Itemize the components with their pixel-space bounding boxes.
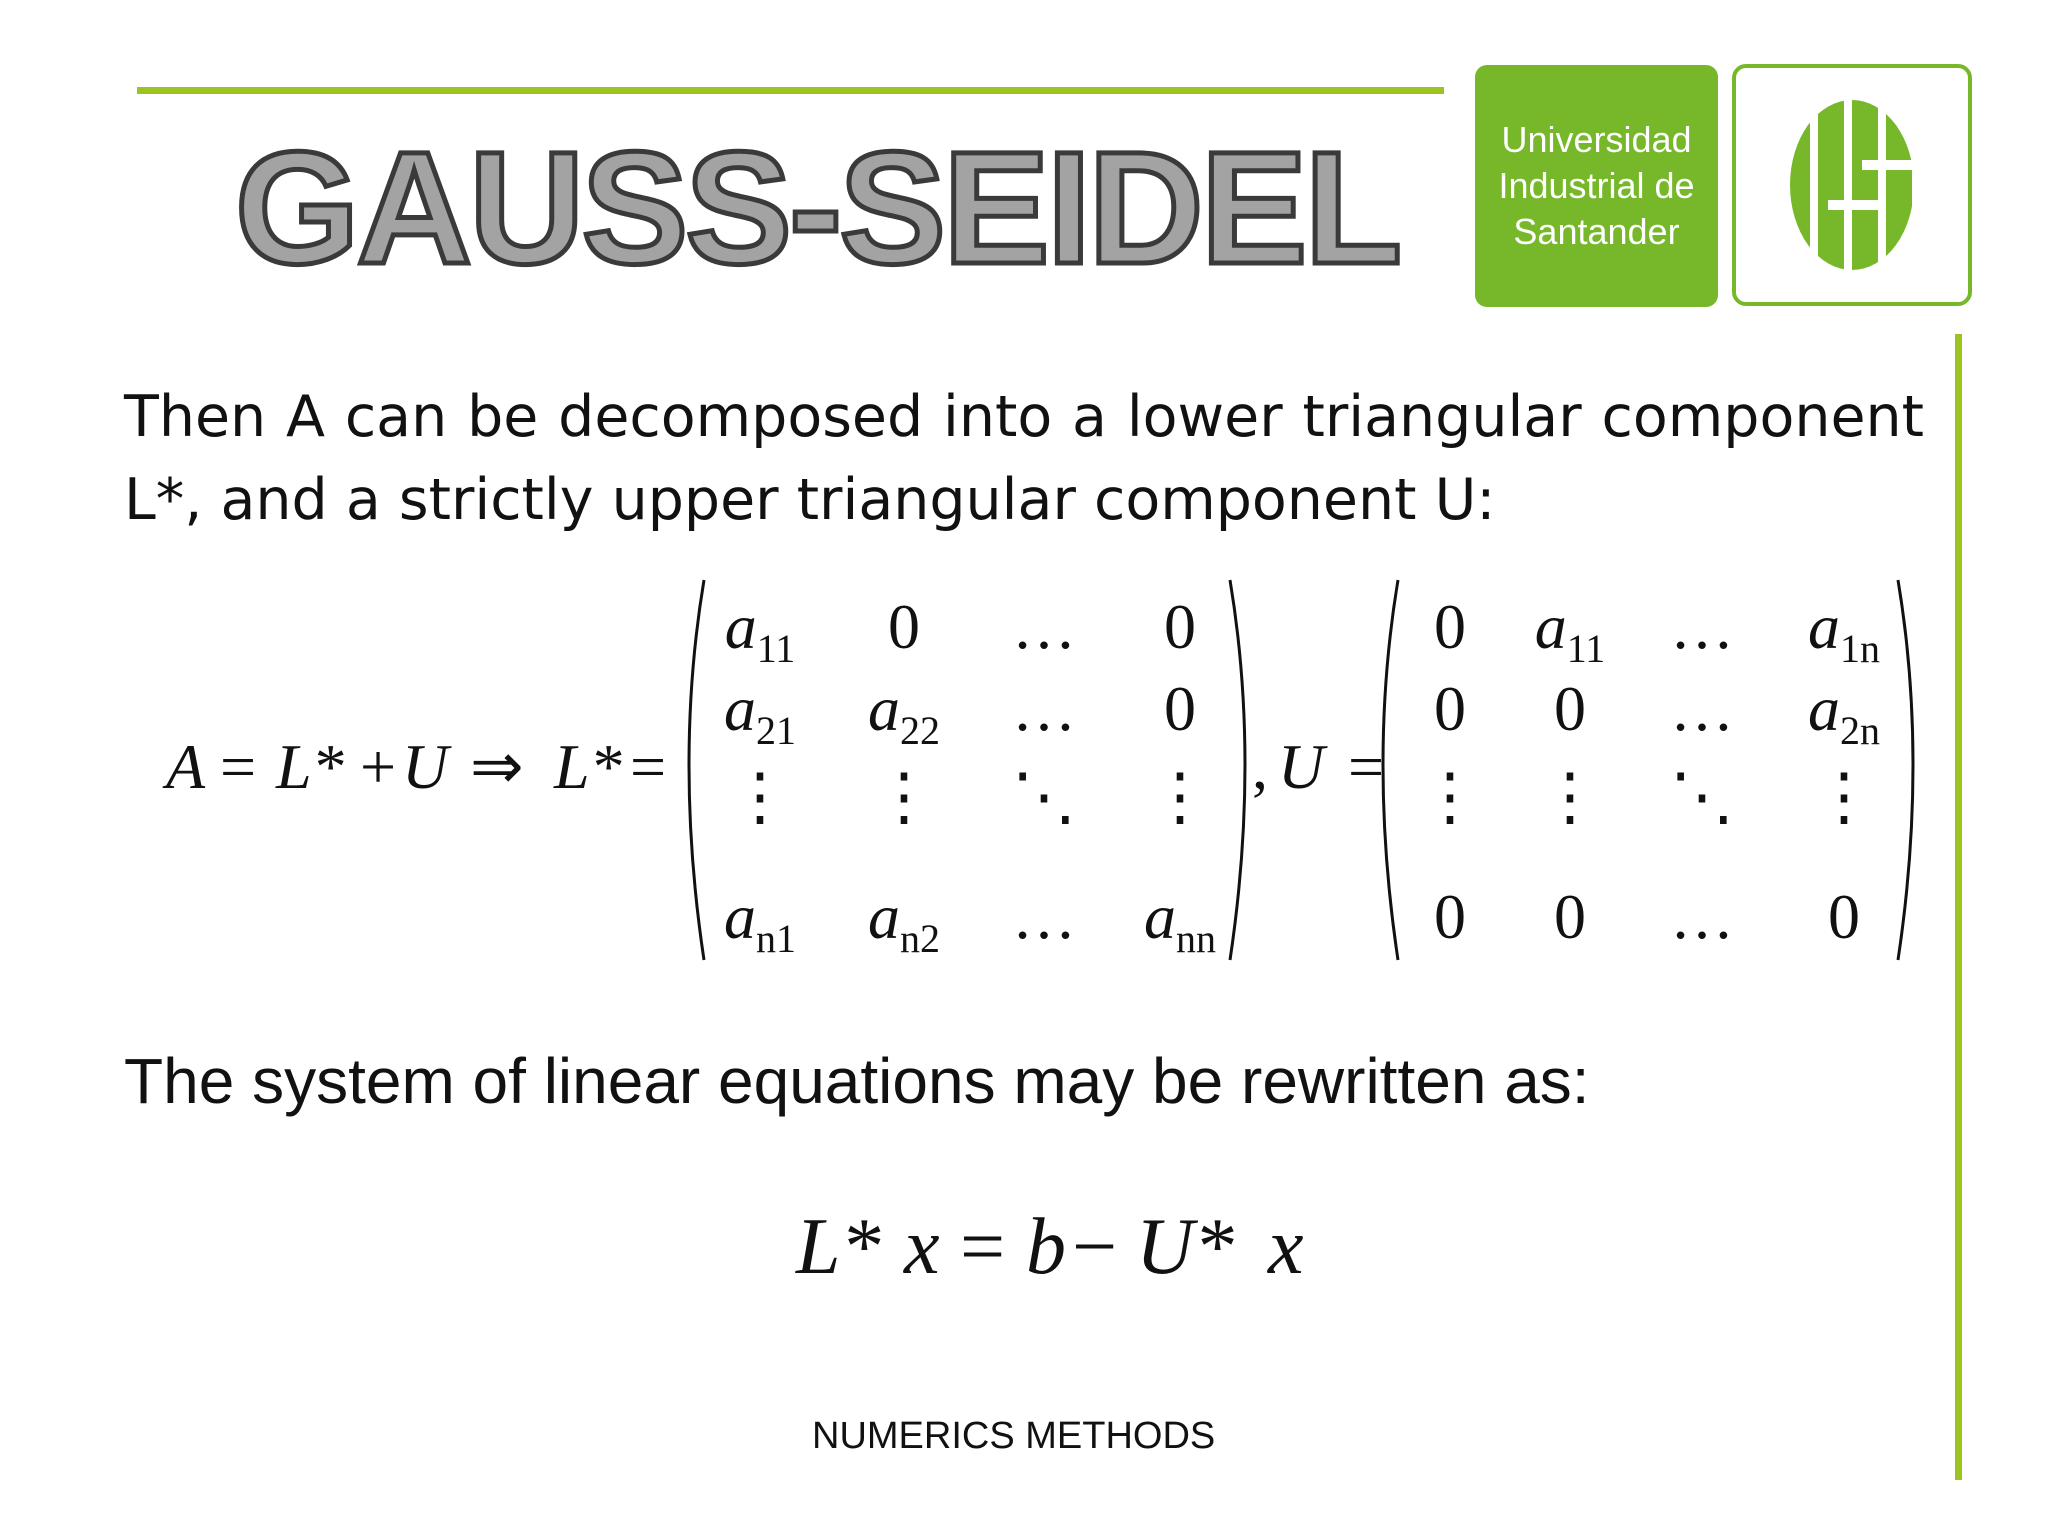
uis-logo-emblem [1736,68,1968,302]
U-matrix-cell-2-4: $a_{2n}$ [1808,673,1880,753]
U-matrix-cell-4-2: 0 [1554,881,1586,952]
U-matrix-cell-3-3: ⋱ [1670,761,1734,832]
L-matrix-cell-1-4: 0 [1164,591,1196,662]
eq2-equals: = [960,1203,1006,1291]
eq2-b: b [1026,1203,1066,1291]
eq-A: A [166,731,206,802]
U-right-paren [1898,580,1913,960]
U-matrix-cell-3-1: ⋮ [1418,761,1482,832]
U-matrix-cell-1-3: … [1670,591,1734,662]
eq-comma: , [1252,731,1268,802]
U-matrix-cell-4-1: 0 [1434,881,1466,952]
U-matrix [1418,591,1880,952]
decomposition-equation [150,560,1930,980]
U-matrix-cell-3-4: ⋮ [1812,761,1876,832]
L-matrix-cell-4-4: $a_{nn}$ [1144,881,1216,961]
eq2-L-star: L* [796,1203,881,1291]
top-accent-rule [137,87,1444,94]
U-matrix-cell-3-2: ⋮ [1538,761,1602,832]
eq-L-star-2: L* [554,731,622,802]
slide-title: GAUSS-SEIDEL [235,118,1400,297]
L-matrix-cell-3-3: ⋱ [1012,761,1076,832]
decomposition-paragraph: Then A can be decomposed into a lower triangular component L*, and a strictly upper triangular component U: [124,384,1924,533]
U-matrix-cell-2-1: 0 [1434,673,1466,744]
L-matrix-cell-4-3: … [1012,881,1076,952]
L-left-paren [689,580,704,960]
eq-equals-1: = [220,731,257,802]
uis-logo-mark [1732,64,1972,306]
L-matrix-cell-3-1: ⋮ [728,761,792,832]
L-matrix-cell-1-1: $a_{11}$ [724,591,796,671]
U-matrix-cell-4-4: 0 [1828,881,1860,952]
U-matrix-cell-1-4: $a_{1n}$ [1808,591,1880,671]
eq2-x-1: x [904,1203,940,1291]
logo-line-1: Universidad [1501,119,1692,160]
U-left-paren [1383,580,1398,960]
U-matrix-cell-2-3: … [1670,673,1734,744]
U-matrix-cell-4-3: … [1670,881,1734,952]
L-matrix-cell-4-2: $a_{n2}$ [868,881,940,961]
eq-equals-2: = [630,731,667,802]
footer-label: NUMERICS METHODS [812,1415,1216,1457]
L-matrix-cell-3-4: ⋮ [1148,761,1212,832]
eq-U-2: U [1278,731,1325,802]
eq2-x-2: x [1268,1203,1304,1291]
logo-line-2: Industrial de [1498,165,1695,206]
U-matrix-cell-2-2: 0 [1554,673,1586,744]
L-matrix-cell-1-3: … [1012,591,1076,662]
L-matrix [724,591,1216,961]
L-matrix-cell-2-3: … [1012,673,1076,744]
eq2-minus: − [1072,1203,1118,1291]
L-matrix-cell-1-2: 0 [888,591,920,662]
rewrite-paragraph: The system of linear equations may be rewritten as: [124,1045,1590,1117]
eq-U-1: U [402,731,449,802]
rewritten-equation [780,1185,1340,1305]
U-matrix-cell-1-1: 0 [1434,591,1466,662]
university-name-logo [1475,65,1718,307]
L-right-paren [1230,580,1245,960]
L-matrix-cell-3-2: ⋮ [872,761,936,832]
L-matrix-cell-4-1: $a_{n1}$ [724,881,796,961]
right-accent-rule [1955,334,1962,1480]
L-matrix-cell-2-2: $a_{22}$ [868,673,940,753]
logo-line-3: Santander [1513,211,1680,252]
L-matrix-cell-2-4: 0 [1164,673,1196,744]
U-matrix-cell-1-2: $a_{11}$ [1534,591,1606,671]
eq-implies: ⇒ [470,731,524,802]
eq-plus: + [360,731,397,802]
L-matrix-cell-2-1: $a_{21}$ [724,673,796,753]
eq2-U-star: U* [1136,1203,1234,1291]
eq-equals-3: = [1348,731,1385,802]
eq-L-star-1: L* [276,731,344,802]
